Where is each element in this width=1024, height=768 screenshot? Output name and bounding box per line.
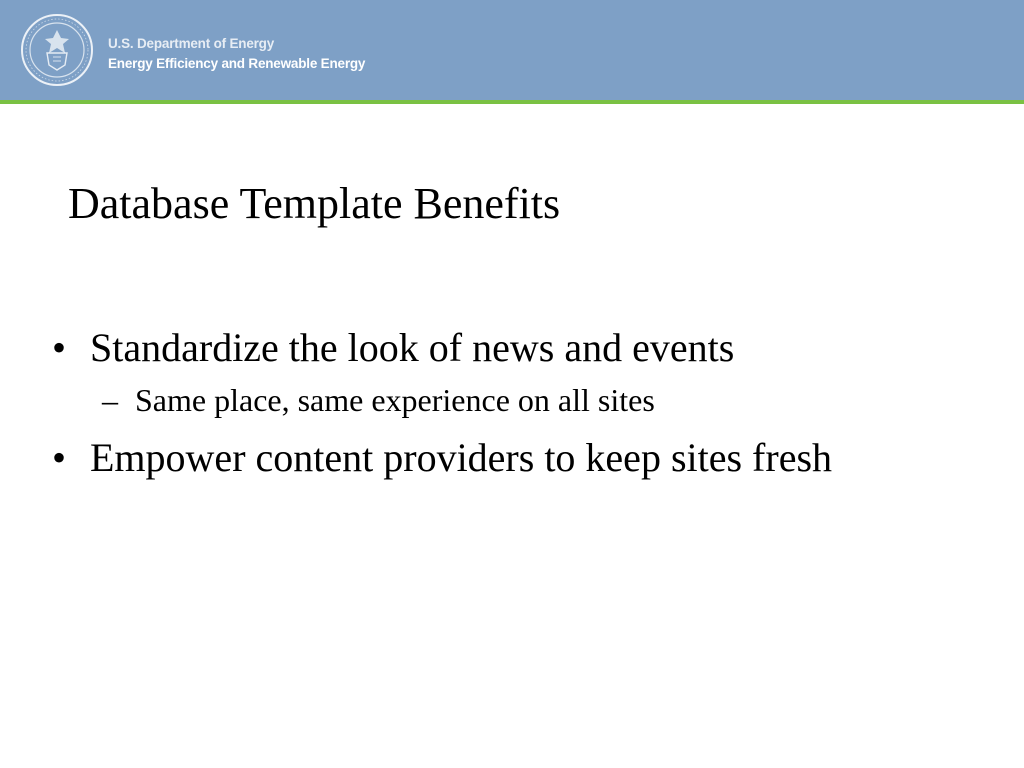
sub-bullet-text: Same place, same experience on all sites [135, 382, 655, 418]
bullet-item [52, 432, 852, 484]
office-name: Energy Efficiency and Renewable Energy [108, 56, 366, 71]
department-name: U.S. Department of Energy [108, 36, 275, 51]
slide-title: Database Template Benefits [68, 179, 561, 228]
organization-name [108, 34, 365, 74]
sub-bullet-item [102, 378, 852, 422]
bullet-marker: • [52, 435, 67, 480]
doe-seal-icon [20, 13, 94, 87]
bullet-text: Standardize the look of news and events [90, 325, 735, 370]
bullet-item [52, 322, 852, 374]
sub-bullet-marker: – [102, 382, 118, 418]
bullet-list [52, 322, 852, 484]
header-banner [0, 0, 1024, 104]
bullet-marker: • [52, 325, 67, 370]
bullet-text: Empower content providers to keep sites fresh [90, 435, 833, 480]
